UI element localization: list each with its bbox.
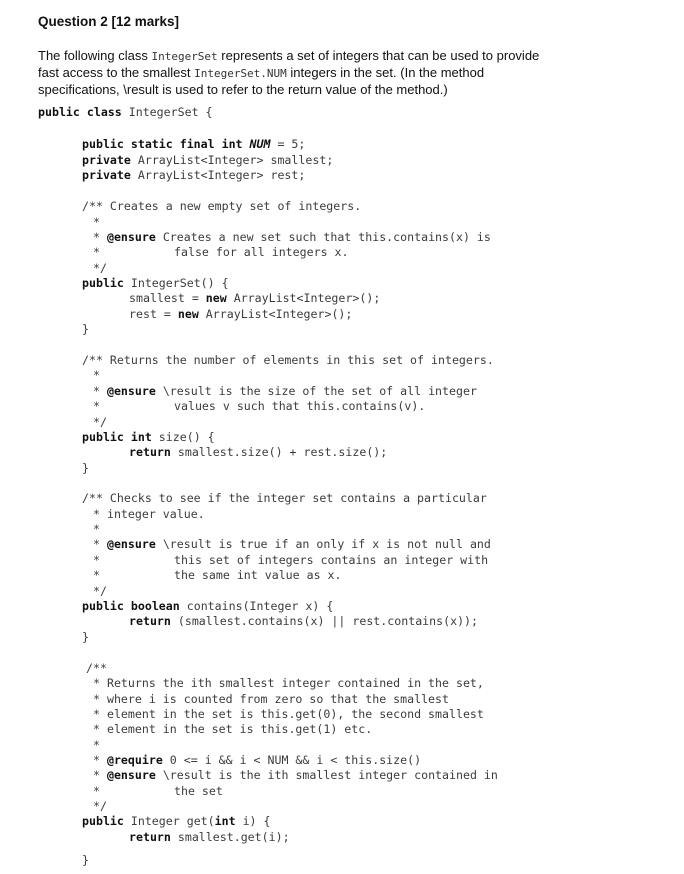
get-doc-line-4: * element in the set is this.get(1) etc. bbox=[93, 722, 373, 736]
size-doc-ensure: * @ensure \result is the size of the set of all integer bbox=[93, 384, 477, 398]
doc-star: * bbox=[93, 245, 100, 259]
contains-doc-ensure: * @ensure \result is true if an only if x is not null and bbox=[93, 537, 491, 551]
contains-doc-ensure-cont: this set of integers contains an integer with bbox=[174, 553, 489, 567]
doc-star: * bbox=[93, 215, 100, 229]
contains-doc-ensure-cont: the same int value as x. bbox=[174, 568, 342, 582]
get-doc-line-2: * where i is counted from zero so that the smallest bbox=[93, 692, 449, 706]
doc-end: */ bbox=[93, 584, 107, 598]
size-doc-ensure-cont: values v such that this.contains(v). bbox=[174, 399, 426, 413]
size-signature: public int size() { bbox=[82, 430, 215, 444]
get-doc-ensure-cont: the set bbox=[174, 784, 223, 798]
intro-text: represents a set of integers that can be used to provide bbox=[217, 48, 540, 63]
question-heading: Question 2 [12 marks] bbox=[38, 14, 180, 29]
doc-star: * bbox=[93, 784, 100, 798]
doc-end: */ bbox=[93, 799, 107, 813]
get-doc-require: * @require 0 <= i && i < NUM && i < this.size() bbox=[93, 753, 422, 767]
ctor-doc-line: /** Creates a new empty set of integers. bbox=[82, 199, 362, 213]
inline-code: IntegerSet bbox=[151, 50, 218, 63]
contains-doc-line-2: * integer value. bbox=[93, 507, 205, 521]
intro-line-2 bbox=[38, 64, 648, 81]
close-brace: } bbox=[82, 461, 89, 475]
field-rest: private ArrayList<Integer> rest; bbox=[82, 168, 306, 182]
size-doc-line: /** Returns the number of elements in this set of integers. bbox=[82, 353, 494, 367]
doc-star: * bbox=[93, 738, 100, 752]
contains-signature: public boolean contains(Integer x) { bbox=[82, 599, 334, 613]
doc-star: * bbox=[93, 368, 100, 382]
get-doc-line-1: * Returns the ith smallest integer contained in the set, bbox=[93, 676, 484, 690]
get-signature: public Integer get(int i) { bbox=[82, 814, 271, 828]
contains-doc-line-1: /** Checks to see if the integer set contains a particular bbox=[82, 491, 487, 505]
get-body: return smallest.get(i); bbox=[129, 830, 290, 844]
intro-text: fast access to the smallest bbox=[38, 65, 195, 80]
close-brace: } bbox=[82, 853, 89, 867]
field-smallest: private ArrayList<Integer> smallest; bbox=[82, 153, 334, 167]
contains-body: return (smallest.contains(x) || rest.contains(x)); bbox=[129, 614, 479, 628]
close-brace: } bbox=[82, 630, 89, 644]
intro-line-1 bbox=[38, 47, 648, 64]
intro-text: integers in the set. (In the method bbox=[286, 65, 485, 80]
size-body: return smallest.size() + rest.size(); bbox=[129, 445, 388, 459]
doc-end: */ bbox=[93, 261, 107, 275]
doc-end: */ bbox=[93, 415, 107, 429]
ctor-signature: public IntegerSet() { bbox=[82, 276, 229, 290]
intro-text: The following class bbox=[38, 48, 152, 63]
ctor-body-rest: rest = new ArrayList<Integer>(); bbox=[129, 307, 353, 321]
get-doc-line-3: * element in the set is this.get(0), the second smallest bbox=[93, 707, 484, 721]
doc-star: * bbox=[93, 522, 100, 536]
get-doc-open: /** bbox=[86, 661, 107, 675]
get-doc-ensure: * @ensure \result is the ith smallest integer contained in bbox=[93, 768, 498, 782]
close-brace: } bbox=[82, 322, 89, 336]
ctor-doc-ensure: * @ensure Creates a new set such that this.contains(x) is bbox=[93, 230, 491, 244]
field-num: public static final int NUM = 5; bbox=[82, 137, 306, 151]
ctor-body-smallest: smallest = new ArrayList<Integer>(); bbox=[129, 291, 381, 305]
inline-code: IntegerSet.NUM bbox=[194, 67, 287, 80]
doc-star: * bbox=[93, 553, 100, 567]
class-declaration: public class IntegerSet { bbox=[38, 105, 213, 119]
intro-paragraph bbox=[38, 47, 648, 98]
intro-line-3: specifications, \result is used to refer to the return value of the method.) bbox=[38, 82, 448, 97]
doc-star: * bbox=[93, 399, 100, 413]
doc-star: * bbox=[93, 568, 100, 582]
ctor-doc-ensure-cont: false for all integers x. bbox=[174, 245, 349, 259]
